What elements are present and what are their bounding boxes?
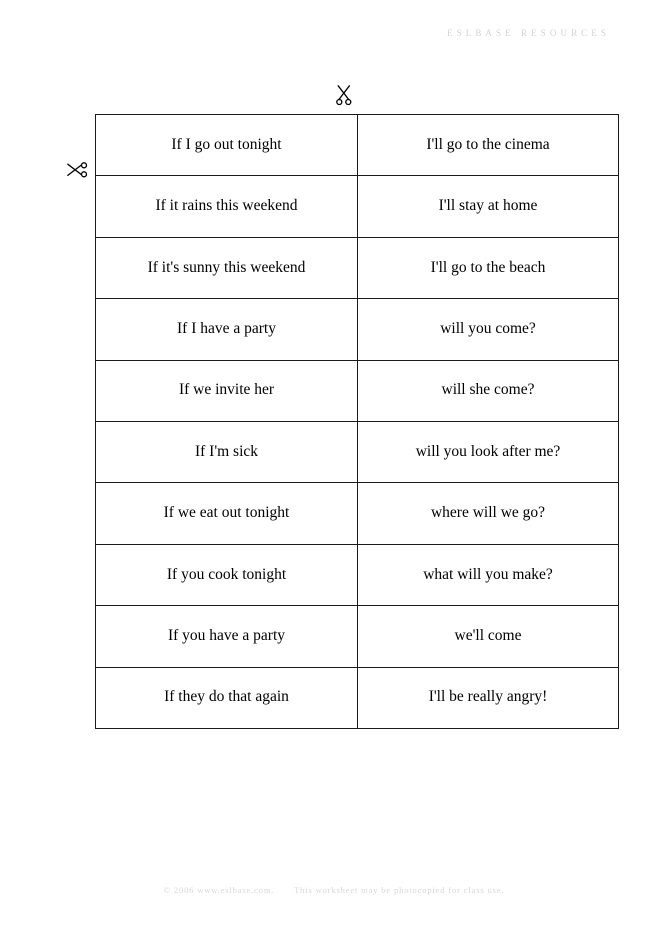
- result-cell: what will you make?: [358, 544, 619, 605]
- condition-cell: If you cook tonight: [96, 544, 358, 605]
- condition-cell: If we invite her: [96, 360, 358, 421]
- condition-cell: If it's sunny this weekend: [96, 237, 358, 298]
- page-footer: [0, 885, 668, 895]
- condition-cell: If they do that again: [96, 667, 358, 728]
- condition-cell: If I have a party: [96, 299, 358, 360]
- result-cell: I'll be really angry!: [358, 667, 619, 728]
- footer-notice: This worksheet may be photocopied for class use.: [294, 885, 505, 895]
- footer-copyright: © 2006 www.eslbase.com.: [163, 885, 275, 895]
- condition-cell: If it rains this weekend: [96, 176, 358, 237]
- result-cell: where will we go?: [358, 483, 619, 544]
- scissors-icon-left: [66, 160, 88, 180]
- table-row: [96, 360, 619, 421]
- worksheet-table: [95, 114, 619, 729]
- result-cell: will you come?: [358, 299, 619, 360]
- table-row: [96, 606, 619, 667]
- table-row: [96, 237, 619, 298]
- table-row: [96, 544, 619, 605]
- table-row: [96, 299, 619, 360]
- result-cell: I'll stay at home: [358, 176, 619, 237]
- condition-cell: If I'm sick: [96, 421, 358, 482]
- condition-cell: If I go out tonight: [96, 115, 358, 176]
- worksheet-table-body: [96, 115, 619, 729]
- table-row: [96, 176, 619, 237]
- result-cell: we'll come: [358, 606, 619, 667]
- scissors-icon-top: [334, 84, 354, 106]
- condition-cell: If you have a party: [96, 606, 358, 667]
- table-row: [96, 115, 619, 176]
- table-row: [96, 483, 619, 544]
- condition-cell: If we eat out tonight: [96, 483, 358, 544]
- result-cell: I'll go to the cinema: [358, 115, 619, 176]
- page-header-brand: ESLBASE RESOURCES: [447, 28, 610, 38]
- result-cell: will you look after me?: [358, 421, 619, 482]
- result-cell: I'll go to the beach: [358, 237, 619, 298]
- table-row: [96, 667, 619, 728]
- table-row: [96, 421, 619, 482]
- result-cell: will she come?: [358, 360, 619, 421]
